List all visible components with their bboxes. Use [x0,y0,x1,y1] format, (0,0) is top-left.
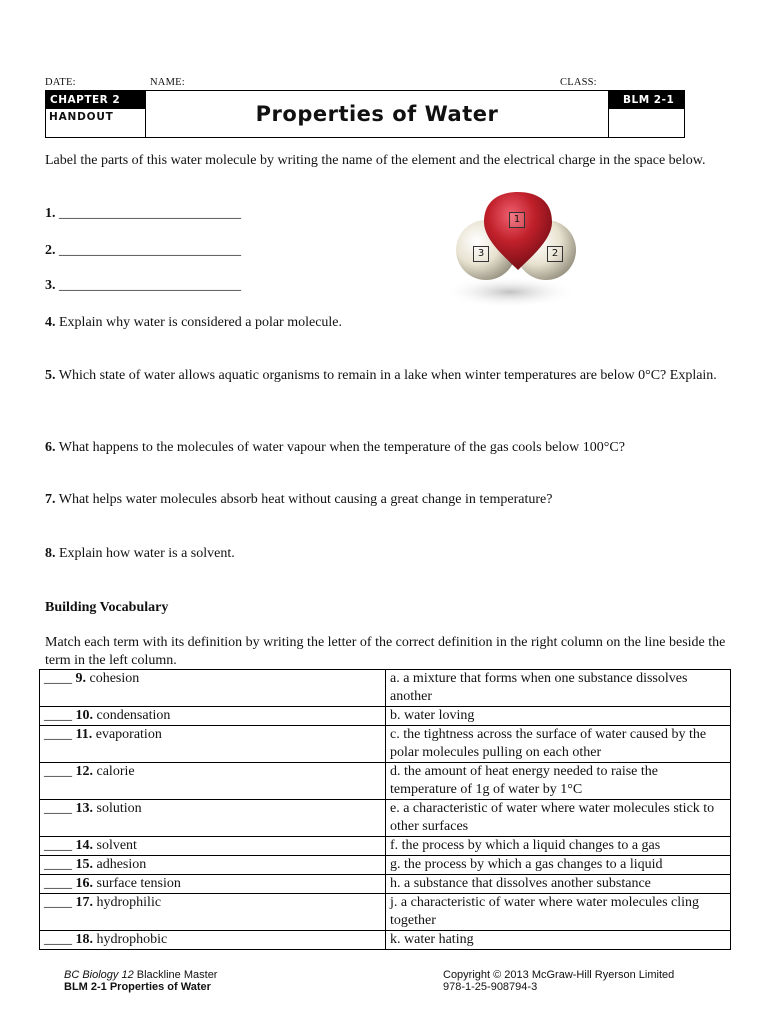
vocab-term: condensation [96,708,171,723]
footer-left-line2: BLM 2-1 Properties of Water [64,981,211,993]
question-8-text: Explain how water is a solvent. [59,546,235,561]
molecule-label-3: 3 [473,246,489,262]
vocab-term: adhesion [96,857,147,872]
question-8-num: 8. [45,546,56,561]
vocab-instructions: Match each term with its definition by writing the letter of the correct definition in the right column on the line beside the term in the left column. [45,635,726,668]
question-5-text: Which state of water allows aquatic organisms to remain in a lake when winter temperatures are below 0°C? Explain. [58,368,717,383]
water-molecule-image [440,188,590,310]
question-4 [45,314,735,332]
vocab-term-cell [40,875,386,894]
vocab-term: solvent [96,838,137,853]
label-line-2-num: 2. [45,243,56,258]
label-line-3[interactable] [45,277,241,295]
blm-cell [608,91,684,137]
vocab-term-num: 11. [75,727,93,742]
label-line-1-blank[interactable]: __________________________ [59,206,241,221]
question-5 [45,367,735,385]
question-7-text: What helps water molecules absorb heat without causing a great change in temperature? [58,492,553,507]
name-label: NAME: [150,77,185,88]
vocab-term-cell [40,894,386,931]
vocab-term: hydrophilic [96,895,162,910]
blm-label: BLM 2-1 [609,91,684,109]
label-line-1-num: 1. [45,206,56,221]
vocab-row [40,875,731,894]
vocab-term: evaporation [95,727,162,742]
vocab-row [40,763,731,800]
vocab-answer-blank[interactable]: ____ [44,838,72,853]
chapter-cell [46,91,146,137]
vocab-definition: f. the process by which a liquid changes to a gas [386,837,731,856]
vocab-answer-blank[interactable]: ____ [44,932,72,947]
vocab-definition: b. water loving [386,707,731,726]
footer-left-line1 [64,969,217,981]
vocab-table [39,669,731,950]
vocab-answer-blank[interactable]: ____ [44,671,72,686]
label-line-3-num: 3. [45,278,56,293]
vocab-term-cell [40,763,386,800]
class-label: CLASS: [560,77,597,88]
question-5-num: 5. [45,368,56,383]
molecule-shadow [442,276,578,308]
question-6-num: 6. [45,440,56,455]
vocab-term-num: 15. [75,857,93,872]
vocab-term-cell [40,837,386,856]
vocab-definition: k. water hating [386,931,731,950]
header-box [45,90,685,138]
label-line-2[interactable] [45,242,241,260]
handout-label: HANDOUT [49,111,114,123]
vocab-term: hydrophobic [96,932,168,947]
vocab-term-num: 10. [75,708,93,723]
vocab-definition: g. the process by which a gas changes to a liquid [386,856,731,875]
footer-copyright: Copyright © 2013 McGraw-Hill Ryerson Limited [443,969,675,981]
vocab-row [40,856,731,875]
molecule-label-1: 1 [509,212,525,228]
question-6-text: What happens to the molecules of water vapour when the temperature of the gas cools below 100°C? [58,440,625,455]
question-4-text: Explain why water is considered a polar molecule. [59,315,343,330]
vocab-definition: j. a characteristic of water where water molecules cling together [386,894,731,931]
footer-book-subtitle: Blackline Master [133,969,218,981]
footer-right [443,969,674,993]
vocab-row [40,894,731,931]
vocab-row [40,670,731,707]
footer-isbn: 978-1-25-908794-3 [443,981,538,993]
water-molecule-svg [440,188,590,310]
vocab-row [40,800,731,837]
vocab-term: calorie [96,764,135,779]
vocab-row [40,837,731,856]
footer-left [64,969,217,993]
vocab-row [40,726,731,763]
vocab-term-cell [40,726,386,763]
vocab-term: cohesion [89,671,140,686]
date-label: DATE: [45,77,76,88]
chapter-label: CHAPTER 2 [46,91,146,109]
vocab-definition: c. the tightness across the surface of water caused by the polar molecules pulling on each other [386,726,731,763]
vocab-term-num: 18. [75,932,93,947]
vocab-term-cell [40,931,386,950]
vocab-definition: d. the amount of heat energy needed to raise the temperature of 1g of water by 1°C [386,763,731,800]
question-7-num: 7. [45,492,56,507]
vocab-term-num: 16. [75,876,93,891]
question-7 [45,491,735,509]
question-8 [45,545,735,563]
vocab-row [40,707,731,726]
vocab-term-num: 9. [75,671,86,686]
vocab-row [40,931,731,950]
vocab-definition: h. a substance that dissolves another substance [386,875,731,894]
page-title: Properties of Water [255,102,499,126]
question-4-num: 4. [45,315,56,330]
vocab-answer-blank[interactable]: ____ [44,708,72,723]
vocab-term-num: 13. [75,801,93,816]
vocab-answer-blank[interactable]: ____ [44,764,72,779]
label-line-1[interactable] [45,205,241,223]
vocab-answer-blank[interactable]: ____ [44,857,72,872]
footer-book-title: BC Biology 12 [64,969,134,981]
vocab-answer-blank[interactable]: ____ [44,727,72,742]
vocab-term-cell [40,707,386,726]
vocab-term-num: 17. [75,895,93,910]
label-line-2-blank[interactable]: __________________________ [59,243,241,258]
molecule-label-2: 2 [547,246,563,262]
vocab-term-num: 12. [75,764,93,779]
vocab-term-cell [40,800,386,837]
vocab-answer-blank[interactable]: ____ [44,895,72,910]
vocab-term: solution [96,801,142,816]
label-line-3-blank[interactable]: __________________________ [59,278,241,293]
vocab-answer-blank[interactable]: ____ [44,876,72,891]
vocab-heading: Building Vocabulary [45,600,169,615]
vocab-definition: e. a characteristic of water where water molecules stick to other surfaces [386,800,731,837]
vocab-term-cell [40,670,386,707]
intro-text: Label the parts of this water molecule by writing the name of the element and the electrical charge in the space below. [45,153,706,168]
vocab-term-cell [40,856,386,875]
vocab-answer-blank[interactable]: ____ [44,801,72,816]
vocab-term: surface tension [96,876,181,891]
vocab-definition: a. a mixture that forms when one substance dissolves another [386,670,731,707]
vocab-term-num: 14. [75,838,93,853]
question-6 [45,439,735,457]
